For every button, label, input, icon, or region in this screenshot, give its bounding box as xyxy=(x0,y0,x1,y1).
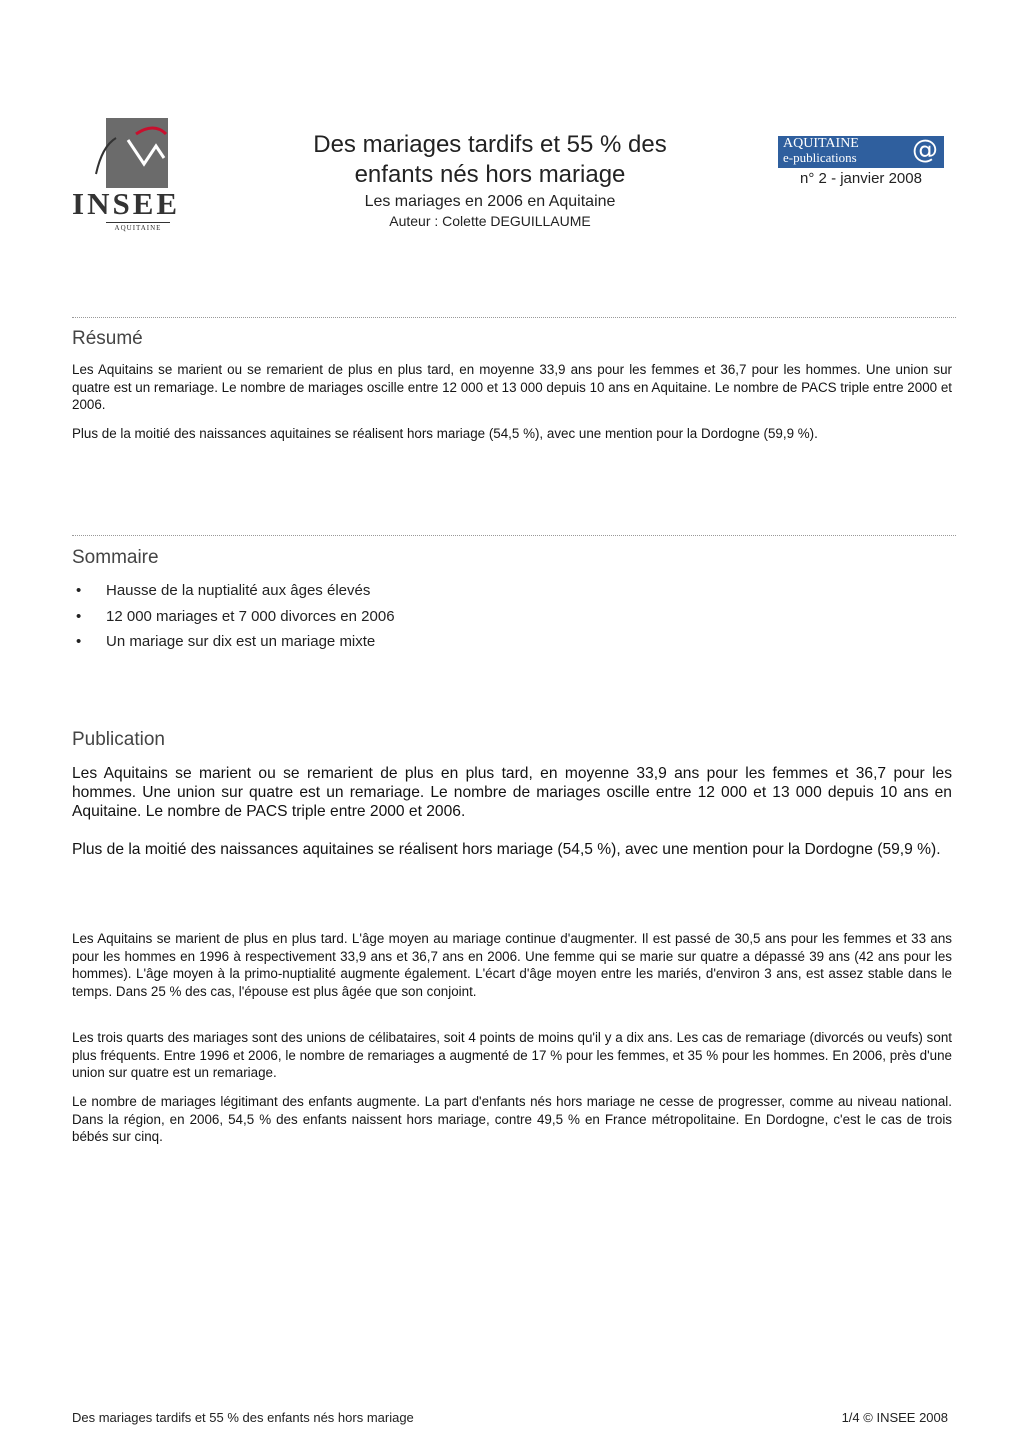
bullet-icon: • xyxy=(76,582,82,599)
body-paragraph: Le nombre de mariages légitimant des enfants augmente. La part d'enfants nés hors mariage ne cesse de progresser, comme au niveau national. Dans la région, en 2006, 54,5 % des enfants naissent hors mariage, contre 49,5 % en France métropolitaine. En Dordogne, c'est le cas de trois bébés sur cinq. xyxy=(72,1094,952,1145)
title-line-1: Des mariages tardifs et 55 % des xyxy=(313,131,667,158)
at-sign-icon: @ xyxy=(912,135,938,165)
sommaire-item[interactable] xyxy=(72,582,395,608)
sommaire-list xyxy=(72,582,395,659)
sommaire-item[interactable] xyxy=(72,633,395,659)
logo-subtext: AQUITAINE xyxy=(106,222,170,232)
issue-number: n° 2 - janvier 2008 xyxy=(800,170,922,187)
sommaire-item-label: 12 000 mariages et 7 000 divorces en 2006 xyxy=(106,607,395,625)
body-paragraph: Les Aquitains se marient de plus en plus tard. L'âge moyen au mariage continue d'augmenter. Il est passé de 30,5 ans pour les femmes et 33 ans pour les hommes en 1996 à respectivement 33,9 ans et 36,7 ans en 2006. Une femme qui se marie sur quatre a dépassé 39 ans (42 ans pour les hommes). L'âge moyen à la primo-nuptialité augmente également. L'écart d'âge moyen entre les mariés, d'environ 3 ans, est assez stable dans le temps. Dans 25 % des cas, l'épouse est plus âgée que son conjoint. xyxy=(72,931,952,999)
logo-text: INSEE xyxy=(72,186,181,221)
sommaire-item-label: Un mariage sur dix est un mariage mixte xyxy=(106,633,376,650)
bullet-icon: • xyxy=(76,607,82,625)
resume-heading: Résumé xyxy=(72,328,143,349)
sommaire-heading: Sommaire xyxy=(72,547,159,568)
footer-title: Des mariages tardifs et 55 % des enfants nés hors mariage xyxy=(72,1410,414,1425)
page-title xyxy=(240,130,740,190)
title-block xyxy=(240,130,740,230)
footer-page-info: 1/4 © INSEE 2008 xyxy=(841,1410,948,1425)
body-paragraph: Les trois quarts des mariages sont des unions de célibataires, soit 4 points de moins qu'il y a dix ans. Les cas de remariage (divorcés ou veufs) sont plus fréquents. Entre 1996 et 2006, le nombre de remariages a augmenté de 17 % pour les femmes, et 35 % pour les hommes. En 2006, près d'une union sur quatre est un remariage. xyxy=(72,1030,952,1081)
resume-paragraph: Les Aquitains se marient ou se remarient de plus en plus tard, en moyenne 33,9 ans pour les femmes et 36,7 pour les hommes. Une union sur quatre est un remariage. Le nombre de mariages oscille entre 12 000 et 13 000 depuis 10 ans en Aquitaine. Le nombre de PACS triple entre 2000 et 2006. xyxy=(72,362,952,413)
badge-line-2: e-publications xyxy=(783,150,857,165)
divider xyxy=(72,535,956,536)
insee-logo xyxy=(72,116,181,236)
sommaire-item-label: Hausse de la nuptialité aux âges élevés xyxy=(106,582,371,599)
author: Auteur : Colette DEGUILLAUME xyxy=(389,213,591,229)
sommaire-item[interactable] xyxy=(72,608,395,634)
title-line-2: enfants nés hors mariage xyxy=(354,161,626,188)
publication-heading: Publication xyxy=(72,729,165,750)
e-publications-badge xyxy=(778,136,944,168)
badge-line-1: AQUITAINE xyxy=(783,136,859,151)
logo-mark-icon xyxy=(92,116,172,188)
publication-intro: Plus de la moitié des naissances aquitaines se réalisent hors mariage (54,5 %), avec une mention pour la Dordogne (59,9 %). xyxy=(72,841,941,858)
publication-intro: Les Aquitains se marient ou se remarient de plus en plus tard, en moyenne 33,9 ans pour les femmes et 36,7 pour les hommes. Une union sur quatre est un remariage. Le nombre de mariages oscille entre 12 000 et 13 000 depuis 10 ans en Aquitaine. Le nombre de PACS triple entre 2000 et 2006. xyxy=(72,765,952,820)
resume-paragraph: Plus de la moitié des naissances aquitaines se réalisent hors mariage (54,5 %), avec une mention pour la Dordogne (59,9 %). xyxy=(72,426,818,441)
subtitle: Les mariages en 2006 en Aquitaine xyxy=(364,193,616,210)
bullet-icon: • xyxy=(76,633,82,650)
divider xyxy=(72,317,956,318)
